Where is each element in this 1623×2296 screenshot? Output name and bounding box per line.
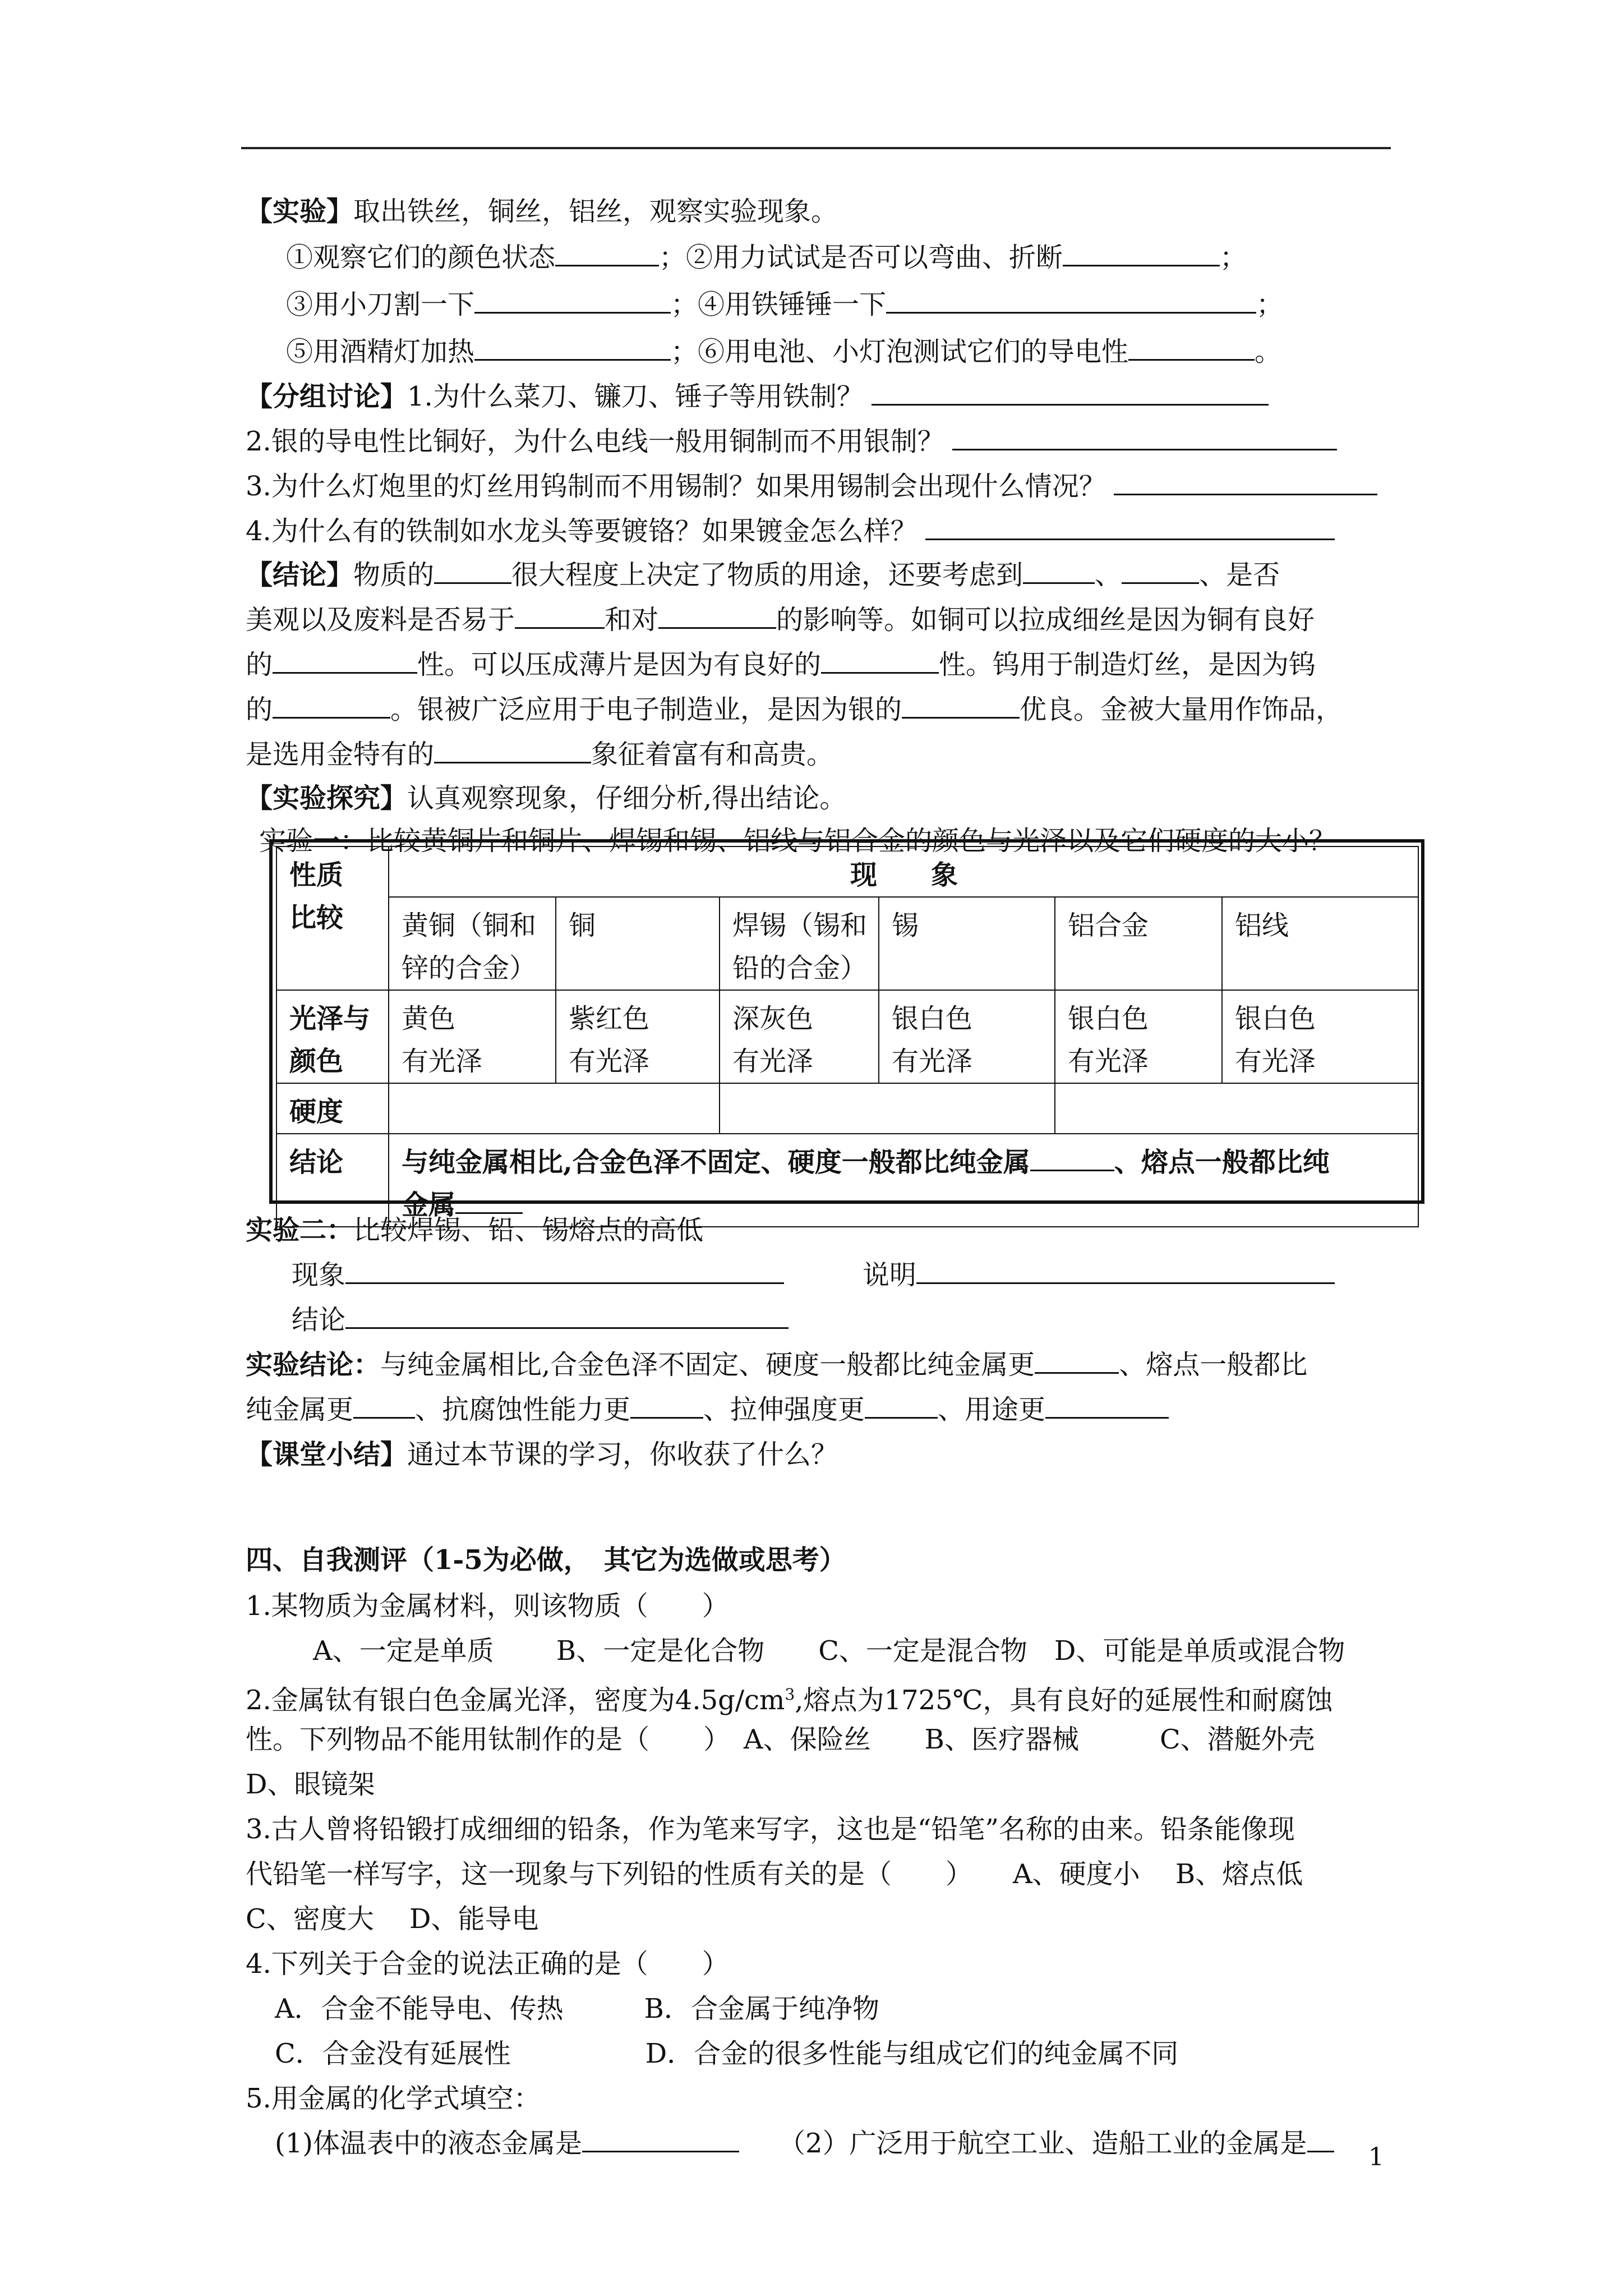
row-conclusion-header: 结论 — [276, 1134, 389, 1227]
experiment-conclusion-line-1 — [246, 1345, 1423, 1384]
header-rule — [241, 147, 1391, 149]
conclusion-line-3 — [246, 645, 1423, 684]
class-summary — [246, 1435, 1423, 1474]
conclusion-line-1 — [246, 555, 1423, 595]
text: 结论 — [292, 1304, 346, 1336]
inquiry-intro — [246, 779, 1423, 818]
text: 的 — [246, 649, 273, 680]
material-brass: 黄铜（铜和 锌的合金） — [389, 897, 556, 990]
text: 物质的 — [353, 559, 435, 591]
text: 2.金属钛有银白色金属光泽，密度为4.5g/cm — [246, 1685, 785, 1716]
blank — [474, 287, 671, 314]
page-number: 1 — [1368, 2143, 1384, 2171]
text: 的 — [246, 694, 273, 725]
conclusion-line-4 — [246, 690, 1423, 729]
experiment-two-phenomenon — [292, 1255, 1469, 1295]
discussion-q1 — [246, 377, 1423, 416]
test-question-5: 5.用金属的化学式填空： — [246, 2083, 541, 2114]
blank — [345, 1303, 789, 1329]
discussion-q3 — [246, 467, 1423, 506]
question-text: 4.为什么有的铁制如水龙头等要镀铬？如果镀金怎么样？ — [246, 516, 917, 547]
hardness-cell-3 — [1055, 1083, 1418, 1134]
blank — [925, 514, 1335, 540]
blank — [474, 334, 671, 361]
blank — [273, 647, 417, 674]
text: 与纯金属相比,合金色泽不固定、硬度一般都比纯金属更 — [380, 1349, 1035, 1381]
text: 、是否 — [1199, 559, 1280, 591]
summary-label: 【课堂小结】 — [246, 1439, 408, 1470]
blank — [434, 558, 511, 584]
discussion-label: 【分组讨论】 — [246, 381, 408, 412]
blank — [582, 2126, 739, 2152]
punctuation: ； — [1256, 289, 1284, 320]
inquiry-label: 【实验探究】 — [246, 783, 408, 814]
text: 优良。金被大量用作饰品， — [1020, 694, 1343, 725]
blank — [872, 379, 1269, 406]
test-question-2-line-1 — [246, 1675, 1423, 1720]
blank — [1035, 1347, 1119, 1374]
blank — [952, 424, 1337, 450]
text: 。银被广泛应用于电子制造业，是因为银的 — [390, 694, 902, 725]
discussion-q4 — [246, 512, 1423, 551]
option-c: C．合金没有延展性 — [275, 2038, 511, 2069]
blank — [353, 1392, 415, 1419]
test-question-1-options: A、一定是单质 B、一定是化合物 C、一定是混合物 D、可能是单质或混合物 — [286, 1635, 1345, 1667]
blank — [865, 1392, 938, 1419]
punctuation: ； — [1220, 242, 1247, 273]
text: ,熔点为1725℃，具有良好的延展性和耐腐蚀 — [795, 1685, 1333, 1716]
item-hammer: ；④用铁锤锤一下 — [671, 289, 887, 320]
blank — [1307, 2126, 1334, 2152]
experiment-text: 取出铁丝，铜丝，铝丝，观察实验现象。 — [353, 196, 838, 227]
blank — [902, 692, 1020, 719]
luster-cell: 深灰色 有光泽 — [720, 990, 879, 1083]
comparison-table — [276, 846, 1419, 1227]
text: 美观以及废料是否易于 — [246, 604, 515, 636]
blank — [273, 692, 390, 719]
test-question-2-line-3: D、眼镜架 — [246, 1769, 375, 1800]
item-observe-color: ①观察它们的颜色状态 — [286, 242, 556, 273]
conclusion-line-5 — [246, 735, 1423, 774]
text: 象征着富有和高贵。 — [591, 739, 834, 770]
text: 、拉伸强度更 — [703, 1394, 865, 1425]
conclusion-line-2 — [246, 600, 1423, 639]
option-a: A．合金不能导电、传热 — [275, 1993, 564, 2024]
test-question-4: 4.下列关于合金的说法正确的是（ ） — [246, 1948, 729, 1980]
experiment-items-row-1 — [286, 238, 1464, 277]
blank — [886, 287, 1256, 314]
test-question-3-line-1: 3.古人曾将铅锻打成细细的铅条，作为笔来写字，这也是“铅笔”名称的由来。铅条能像现 — [246, 1814, 1295, 1845]
blank — [515, 602, 605, 629]
table-conclusion-cell: 与纯金属相比,合金色泽不固定、硬度一般都比纯金属 、熔点一般都比纯 金属 — [389, 1134, 1418, 1227]
blank — [1114, 469, 1377, 495]
experiment-items-row-2 — [286, 285, 1464, 324]
material-solder: 焊锡（锡和 铅的合金） — [720, 897, 879, 990]
luster-cell: 黄色 有光泽 — [389, 990, 556, 1083]
row-hardness-header: 硬度 — [276, 1083, 389, 1134]
text: 、用途更 — [938, 1394, 1046, 1425]
text: 比较焊锡、铅、锡熔点的高低 — [353, 1214, 704, 1246]
text: 、抗腐蚀性能力更 — [415, 1394, 631, 1425]
luster-cell: 银白色 有光泽 — [1055, 990, 1222, 1083]
text: 、熔点一般都比 — [1119, 1349, 1308, 1381]
text: 和对 — [605, 604, 659, 636]
material-tin: 锡 — [879, 897, 1055, 990]
material-copper: 铜 — [556, 897, 720, 990]
experiment-items-row-3 — [286, 332, 1464, 371]
question-text: 1.为什么菜刀、镰刀、锤子等用铁制？ — [407, 381, 864, 412]
text: （2）广泛用于航空工业、造船工业的金属是 — [778, 2128, 1307, 2159]
blank — [555, 240, 659, 266]
experiment-conclusion-label: 实验结论： — [246, 1349, 381, 1381]
test-question-2-line-2: 性。下列物品不能用钛制作的是（ ） A、保险丝 B、医疗器械 C、潜艇外壳 — [246, 1724, 1315, 1755]
experiment-two-title — [246, 1211, 1423, 1250]
experiment-label: 【实验】 — [246, 196, 354, 227]
text: 通过本节课的学习，你收获了什么？ — [407, 1439, 838, 1470]
hardness-cell-2 — [720, 1083, 1055, 1134]
corner-header: 性质 比较 — [276, 846, 389, 990]
text: 现象 — [292, 1259, 346, 1291]
test-question-4-row-2 — [275, 2034, 1453, 2073]
text: 性。钨用于制造灯丝，是因为钨 — [939, 649, 1316, 680]
text: 认真观察现象，仔细分析,得出结论。 — [407, 783, 847, 814]
experiment-two-label: 实验二： — [246, 1214, 354, 1246]
blank — [658, 602, 776, 629]
blank — [434, 737, 591, 763]
blank — [1063, 240, 1220, 266]
row-luster-header: 光泽与 颜色 — [276, 990, 389, 1083]
blank — [630, 1392, 703, 1419]
discussion-q2 — [246, 422, 1423, 461]
question-text: 2.银的导电性比铜好，为什么电线一般用铜制而不用银制？ — [246, 426, 944, 457]
hardness-cell-1 — [389, 1083, 720, 1134]
blank — [345, 1258, 784, 1284]
text: 很大程度上决定了物质的用途，还要考虑到 — [511, 559, 1023, 591]
option-b: B．合金属于纯净物 — [644, 1993, 879, 2024]
luster-cell: 紫红色 有光泽 — [556, 990, 720, 1083]
test-question-5-items — [275, 2124, 1453, 2163]
punctuation: 。 — [1255, 336, 1282, 367]
text: 说明 — [863, 1259, 917, 1291]
test-question-1: 1.某物质为金属材料，则该物质（ ） — [246, 1590, 729, 1622]
blank — [1023, 558, 1095, 584]
self-test-title: 四、自我测评（1-5为必做， 其它为选做或思考） — [246, 1544, 846, 1576]
text: (1)体温表中的液态金属是 — [275, 2128, 582, 2159]
superscript: 3 — [785, 1685, 795, 1704]
item-heat: ⑤用酒精灯加热 — [286, 336, 475, 367]
text: 、 — [1095, 559, 1122, 591]
item-conductivity: ；⑥用电池、小灯泡测试它们的导电性 — [671, 336, 1129, 367]
experiment-two-conclusion — [292, 1300, 1469, 1340]
text: 性。可以压成薄片是因为有良好的 — [417, 649, 822, 680]
text: 是选用金特有的 — [246, 739, 435, 770]
conclusion-label: 【结论】 — [246, 559, 354, 591]
luster-cell: 银白色 有光泽 — [879, 990, 1055, 1083]
blank — [1122, 558, 1199, 584]
luster-cell: 银白色 有光泽 — [1222, 990, 1418, 1083]
material-aluminum-wire: 铝线 — [1222, 897, 1418, 990]
experiment-conclusion-line-2 — [246, 1390, 1423, 1429]
test-question-3-line-3: C、密度大 D、能导电 — [246, 1903, 539, 1935]
test-question-4-row-1 — [275, 1989, 1453, 2028]
experiment-intro — [246, 192, 1423, 231]
blank — [916, 1258, 1335, 1284]
item-knife: ③用小刀割一下 — [286, 289, 475, 320]
blank — [821, 647, 939, 674]
text: 实验一：比较黄铜片和铜片、焊锡和锡、铝线与铝合金的颜色与光泽以及它们硬度的大小？ — [259, 825, 1336, 857]
blank — [1128, 334, 1255, 361]
test-question-3-line-2: 代铅笔一样写字，这一现象与下列铅的性质有关的是（ ） A、硬度小 B、熔点低 — [246, 1858, 1303, 1890]
blank — [1045, 1392, 1169, 1419]
phenomenon-header: 现 象 — [389, 846, 1418, 897]
text: 纯金属更 — [246, 1394, 354, 1425]
material-aluminum-alloy: 铝合金 — [1055, 897, 1222, 990]
text: 的影响等。如铜可以拉成细丝是因为铜有良好 — [776, 604, 1315, 636]
question-text: 3.为什么灯炮里的灯丝用钨制而不用锡制？如果用锡制会出现什么情况？ — [246, 471, 1106, 502]
item-bend: ；②用力试试是否可以弯曲、折断 — [659, 242, 1063, 273]
option-d: D．合金的很多性能与组成它们的纯金属不同 — [645, 2038, 1179, 2069]
